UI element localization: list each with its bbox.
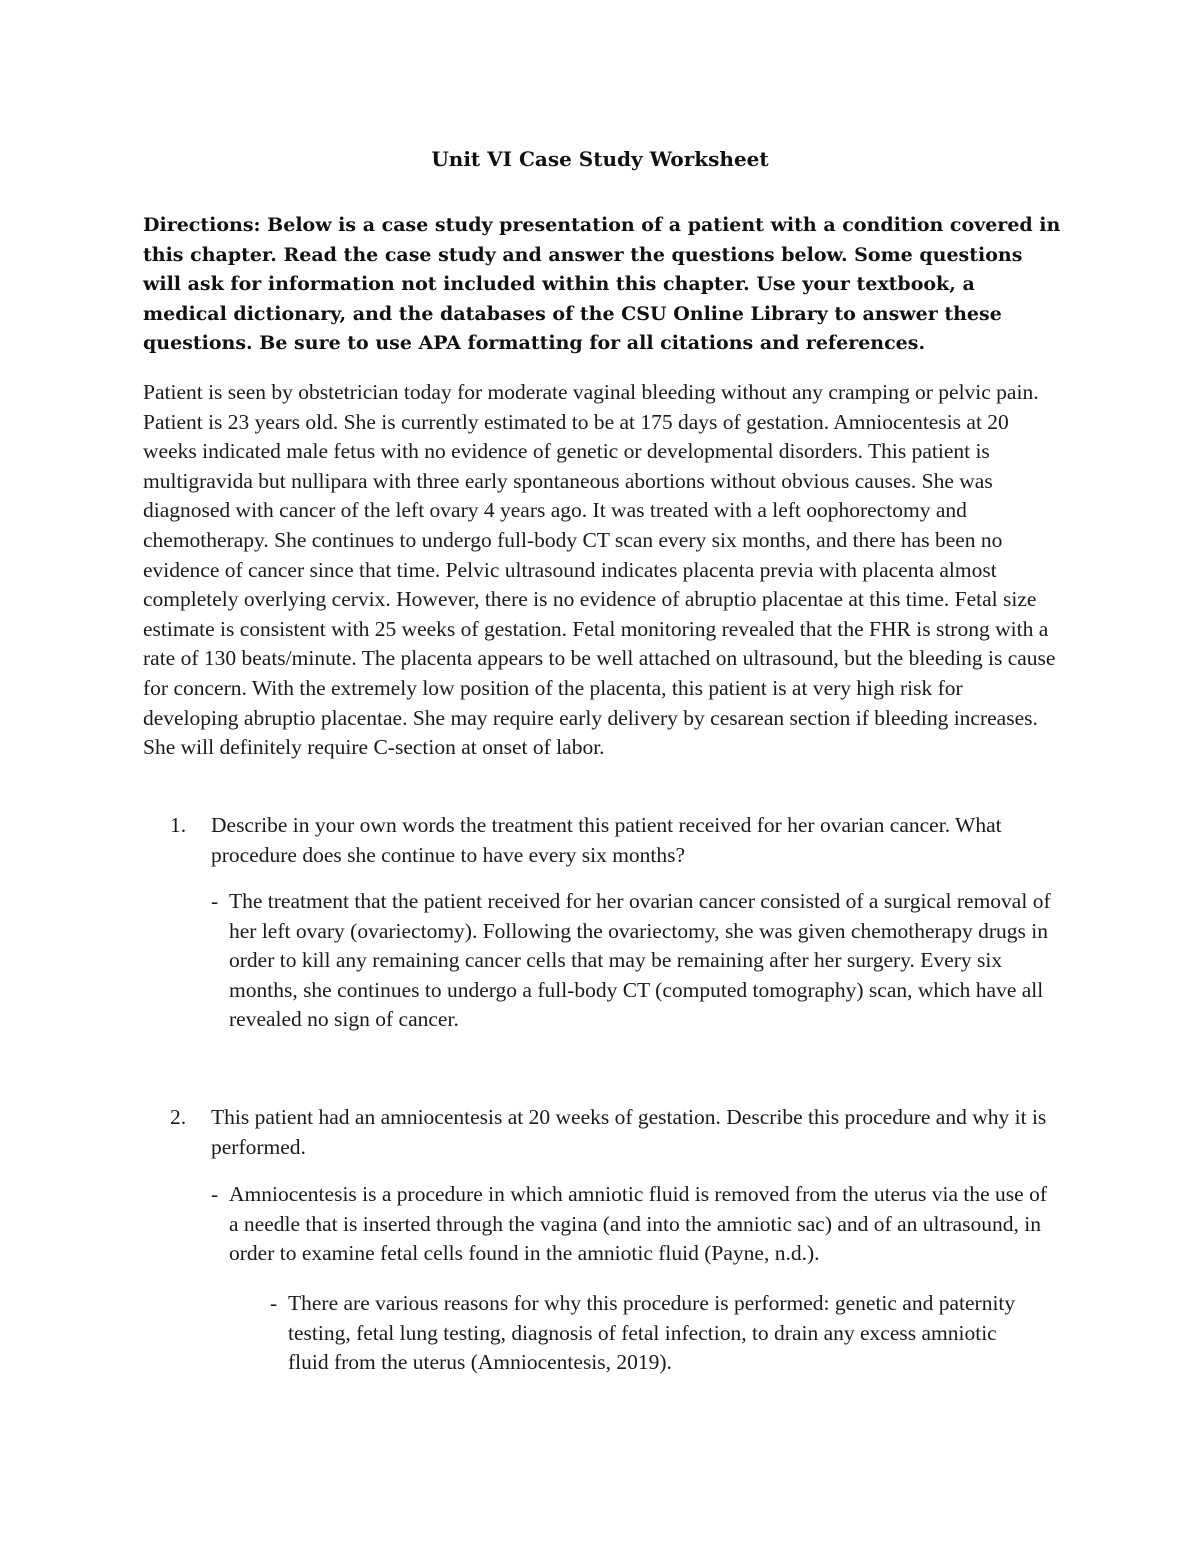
question-1: [170, 811, 1050, 870]
answer-2-item: [211, 1180, 1061, 1269]
question-text: Describe in your own words the treatment this patient received for her ovarian cancer. What procedure does she continue to have every six months?: [211, 813, 1002, 867]
directions-paragraph: Directions: Below is a case study presentation of a patient with a condition covered in this chapter. Read the case study and answer the questions below. Some questions will ask for information not included within this chapter. Use your textbook, a medical dictionary, and the databases of the CSU Online Library to answer these questions. Be sure to use APA formatting for all citations and references.: [143, 214, 1061, 354]
answer-text: Amniocentesis is a procedure in which amniotic fluid is removed from the uterus via the use of a needle that is inserted through the vagina (and into the amniotic sac) and of an ultrasound, in order to examine fetal cells found in the amniotic fluid (Payne, n.d.).: [229, 1182, 1047, 1266]
bullet-dash: -: [211, 889, 219, 913]
question-text: This patient had an amniocentesis at 20 weeks of gestation. Describe this procedure and why it is performed.: [211, 1105, 1047, 1159]
case-study-paragraph: Patient is seen by obstetrician today for moderate vaginal bleeding without any cramping or pelvic pain. Patient is 23 years old. She is currently estimated to be at 175 days of gestation. Amniocentesis at 20 weeks indicated male fetus with no evidence of genetic or developmental disorders. This patient is multigravida but nullipara with three early spontaneous abortions without obvious causes. She was diagnosed with cancer of the left ovary 4 years ago. It was treated with a left oophorectomy and chemotherapy. She continues to undergo full-body CT scan every six months, and there has been no evidence of cancer since that time. Pelvic ultrasound indicates placenta previa with placenta almost completely overlying cervix. However, there is no evidence of abruptio placentae at this time. Fetal size estimate is consistent with 25 weeks of gestation. Fetal monitoring revealed that the FHR is strong with a rate of 130 beats/minute. The placenta appears to be well attached on ultrasound, but the bleeding is cause for concern. With the extremely low position of the placenta, this patient is at very high risk for developing abruptio placentae. She may require early delivery by cesarean section if bleeding increases. She will definitely require C-section at onset of labor.: [143, 380, 1056, 760]
answer-2-subitem: [270, 1289, 1030, 1378]
question-2: [170, 1103, 1050, 1162]
bullet-dash: -: [211, 1182, 219, 1206]
answer-text: The treatment that the patient received for her ovarian cancer consisted of a surgical removal of her left ovary (ovariectomy). Following the ovariectomy, she was given chemotherapy drugs in order to kill any remaining cancer cells that may be remaining after her surgery. Every six months, she continues to undergo a full-body CT (computed tomography) scan, which have all revealed no sign of cancer.: [229, 889, 1051, 1032]
question-number: 1.: [170, 813, 187, 837]
bullet-dash: -: [270, 1291, 278, 1315]
question-number: 2.: [170, 1105, 187, 1129]
answer-text: There are various reasons for why this procedure is performed: genetic and paternity testing, fetal lung testing, diagnosis of fetal infection, to drain any excess amniotic fluid from the uterus (Amniocentesis, 2019).: [288, 1291, 1016, 1375]
page-title: Unit VI Case Study Worksheet: [431, 147, 769, 171]
answer-1-item: [211, 887, 1061, 1035]
